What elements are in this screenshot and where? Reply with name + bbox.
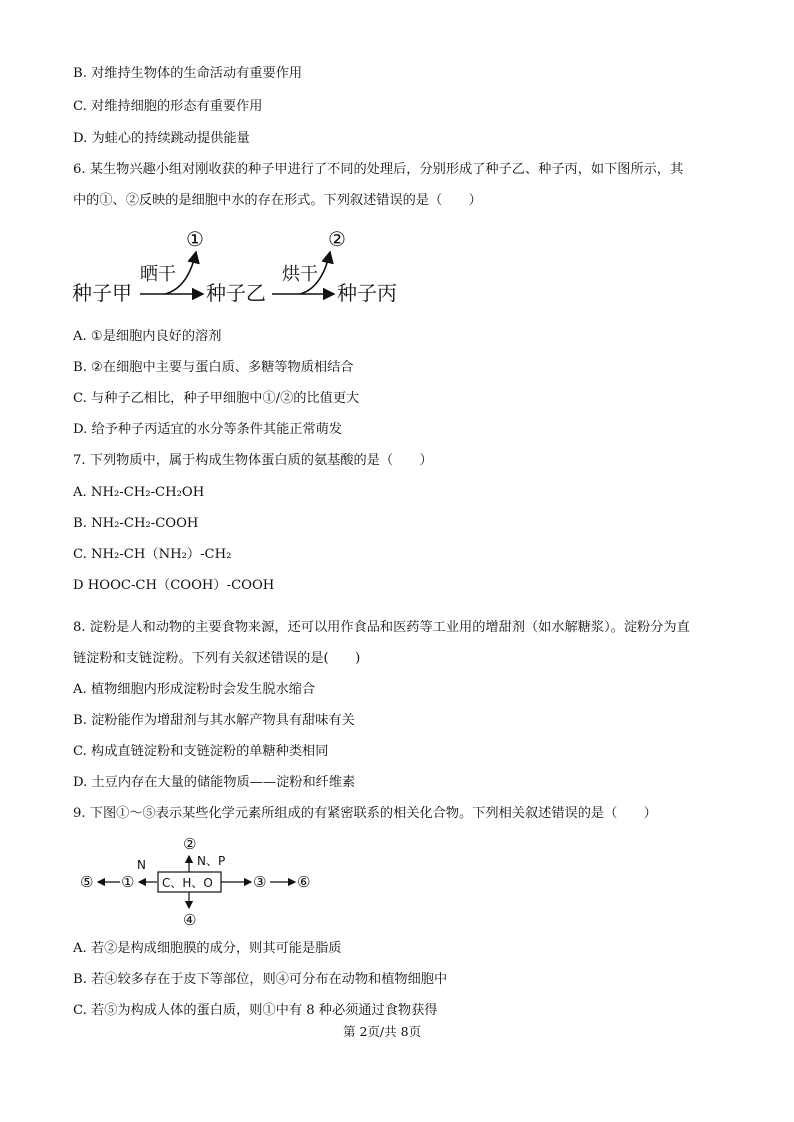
q6-diagram <box>60 222 420 312</box>
q7-stem: 7. 下列物质中，属于构成生物体蛋白质的氨基酸的是（ ） <box>73 453 433 468</box>
process-2-label: 烘干 <box>282 264 318 285</box>
q5-option-c: C. 对维持细胞的形态有重要作用 <box>73 99 263 114</box>
process-1-label: 晒干 <box>140 264 176 285</box>
q9-option-b: B. 若④较多存在于皮下等部位，则④可分布在动物和植物细胞中 <box>73 972 448 987</box>
node-6: ⑥ <box>297 873 311 891</box>
page-footer: 第 2页/共 8页 <box>343 1024 422 1039</box>
q5-option-b: B. 对维持生物体的生命活动有重要作用 <box>73 66 303 81</box>
out-2-label: ② <box>328 227 346 251</box>
q8-option-d: D. 土豆内存在大量的储能物质——淀粉和纤维素 <box>73 775 356 790</box>
q7-option-d: D HOOC-CH（COOH）-COOH <box>73 578 275 593</box>
seed-c-label: 种子丙 <box>337 281 397 305</box>
q9-option-a: A. 若②是构成细胞膜的成分，则其可能是脂质 <box>73 941 342 956</box>
seed-b-label: 种子乙 <box>206 281 266 305</box>
q8-option-b: B. 淀粉能作为增甜剂与其水解产物具有甜味有关 <box>73 713 355 728</box>
q9-stem: 9. 下图①～⑤表示某些化学元素所组成的有紧密联系的相关化合物。下列相关叙述错误的是（ ） <box>73 806 657 821</box>
out-1-label: ① <box>186 227 204 251</box>
q6-option-b: B. ②在细胞中主要与蛋白质、多糖等物质相结合 <box>73 360 354 375</box>
q8-stem-line1: 8. 淀粉是人和动物的主要食物来源，还可以用作食品和医药等工业用的增甜剂（如水解糖浆）。淀粉分为直 <box>73 620 690 635</box>
q5-option-d: D. 为蛙心的持续跳动提供能量 <box>73 131 250 146</box>
node-2: ② <box>183 835 197 853</box>
q8-option-a: A. 植物细胞内形成淀粉时会发生脱水缩合 <box>73 682 316 697</box>
q7-option-b: B. NH₂-CH₂-COOH <box>73 516 199 531</box>
q7-option-c: C. NH₂-CH（NH₂）-CH₂ <box>73 547 232 562</box>
node-4: ④ <box>183 911 197 929</box>
q9-option-c: C. 若⑤为构成人体的蛋白质，则①中有 8 种必须通过食物获得 <box>73 1003 438 1018</box>
q6-stem-line1: 6. 某生物兴趣小组对刚收获的种子甲进行了不同的处理后，分别形成了种子乙、种子丙，如下图所示，其 <box>73 162 684 177</box>
q6-option-d: D. 给予种子丙适宜的水分等条件其能正常萌发 <box>73 422 343 437</box>
center-elements: C、H、O <box>162 876 213 890</box>
q8-stem-line2: 链淀粉和支链淀粉。下列有关叙述错误的是( ) <box>73 651 361 666</box>
label-np: N、P <box>197 854 226 868</box>
q7-option-a: A. NH₂-CH₂-CH₂OH <box>73 485 205 500</box>
q6-option-c: C. 与种子乙相比，种子甲细胞中①/②的比值更大 <box>73 391 360 406</box>
node-5: ⑤ <box>80 873 94 891</box>
label-n: N <box>137 858 146 872</box>
q8-option-c: C. 构成直链淀粉和支链淀粉的单糖种类相同 <box>73 744 329 759</box>
q6-option-a: A. ①是细胞内良好的溶剂 <box>73 329 222 344</box>
node-1: ① <box>121 873 135 891</box>
q9-diagram <box>70 834 330 930</box>
seed-a-label: 种子甲 <box>72 281 132 305</box>
q6-stem-line2: 中的①、②反映的是细胞中水的存在形式。下列叙述错误的是（ ） <box>73 193 482 208</box>
node-3: ③ <box>253 873 267 891</box>
